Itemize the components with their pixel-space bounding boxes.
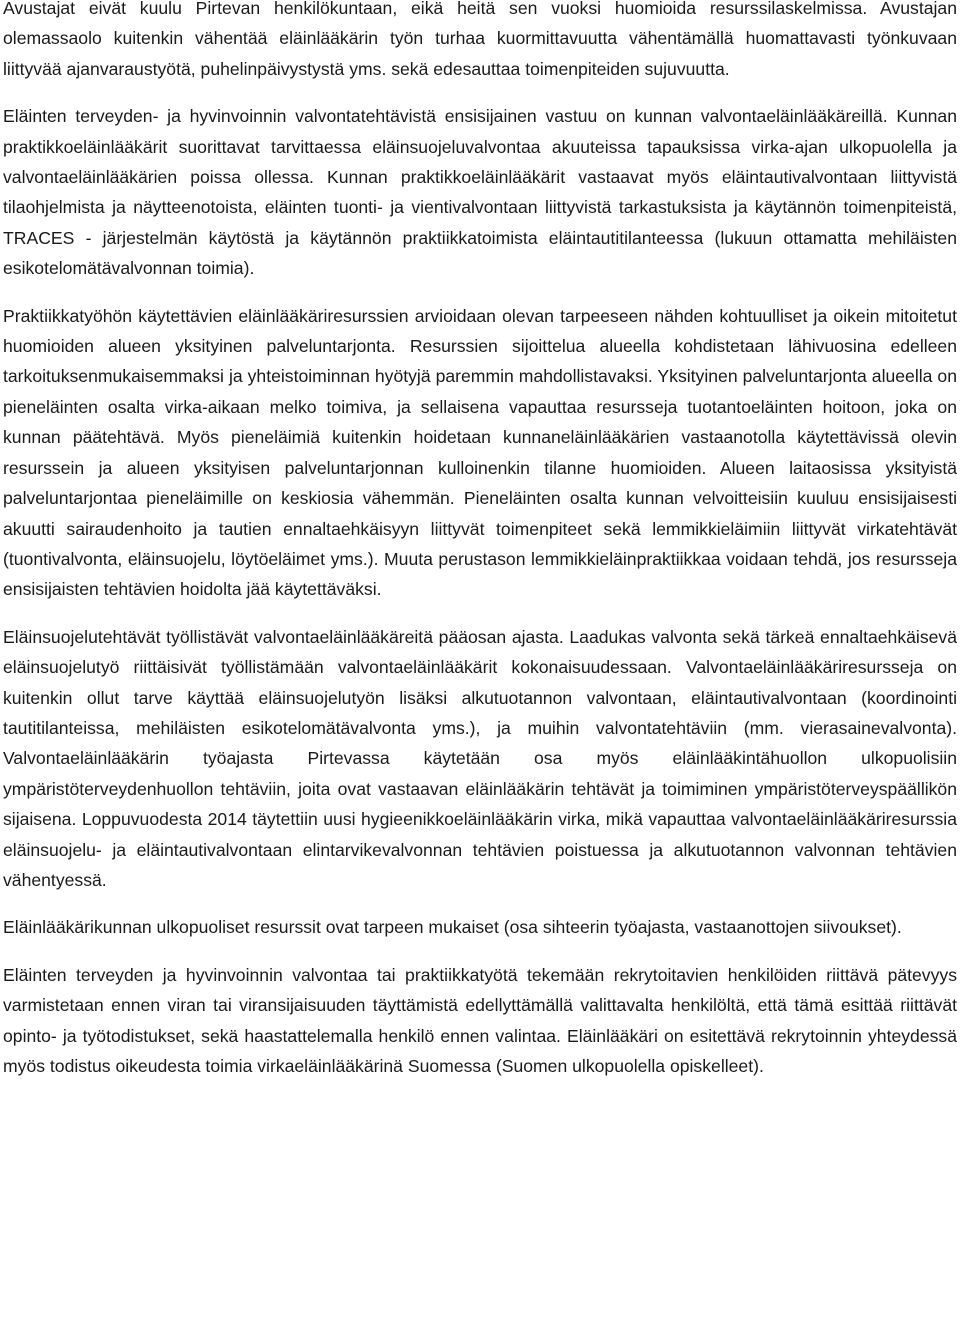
paragraph-supervision-responsibility: Eläinten terveyden- ja hyvinvoinnin valvontatehtävistä ensisijainen vastuu on kunnan valvontaeläinlääkäreillä. Kunnan praktikkoeläinlääkärit suorittavat tarvittaessa eläinsuojeluvalvontaa akuuteissa tapauksissa virka-ajan ulkopuolella ja valvontaeläinlääkärien poissa ollessa. Kunnan praktikkoeläinlääkärit vastaavat myös eläintautivalvontaan liittyvistä tilaohjelmista ja näytteenotoista, eläinten tuonti- ja vientivalvontaan liittyvistä tarkastuksista ja käytännön toimenpiteistä, TRACES - järjestelmän käytöstä ja käytännön praktiikkatoimista eläintautitilanteessa (lukuun ottamatta mehiläisten esikotelomätävalvonnan toimia). <box>3 106 957 279</box>
paragraph-animal-welfare-tasks: Eläinsuojelutehtävät työllistävät valvontaeläinlääkäreitä pääosan ajasta. Laadukas valvonta sekä tärkeä ennaltaehkäisevä eläinsuojelutyö riittäisivät työllistämään valvontaeläinlääkärit kokonaisuudessaan. Valvontaeläinlääkäriresursseja on kuitenkin ollut tarve käyttää eläinsuojelutyön lisäksi alkutuotannon valvontaan, eläintautivalvontaan (koordinointi tautitilanteissa, mehiläisten esikotelomätävalvonta yms.), ja muihin valvontatehtäviin (mm. vierasainevalvonta). Valvontaeläinlääkärin työajasta Pirtevassa käytetään osa myös eläinlääkintähuollon ulkopuolisiin ympäristöterveydenhuollon tehtäviin, joita ovat vastaavan eläinlääkärin tehtävät ja toimiminen ympäristöterveyspäällikön sijaisena. Loppuvuodesta 2014 täytettiin uusi hygieenikkoeläinlääkärin virka, mikä vapauttaa valvontaeläinlääkäriresurssia eläinsuojelu- ja eläintautivalvontaan elintarvikevalvonnan tehtävien poistuessa ja alkutuotannon valvonnan tehtävien vähentyessä. <box>3 626 957 890</box>
paragraph-recruitment: Eläinten terveyden ja hyvinvoinnin valvontaa tai praktiikkatyötä tekemään rekrytoitavien henkilöiden riittävä pätevyys varmistetaan ennen viran tai viransijaisuuden täyttämistä edellyttämällä valittavalta henkilöltä, että tämä esittää riittävät opinto- ja työtodistukset, sekä haastattelemalla henkilö ennen valintaa. Eläinlääkäri on esitettävä rekrytoinnin yhteydessä myös todistus oikeudesta toimia virkaeläinlääkärinä Suomessa (Suomen ulkopuolella opiskelleet). <box>3 964 957 1076</box>
paragraph-practice-resources: Praktiikkatyöhön käytettävien eläinlääkäriresurssien arvioidaan olevan tarpeeseen nähden kohtuulliset ja oikein mitoitetut huomioiden alueen yksityinen palveluntarjonta. Resurssien sijoittelua alueella kohdistetaan lähivuosina edelleen tarkoituksenmukaisemmaksi ja yhteistoiminnan hyötyjä paremmin mahdollistavaksi. Yksityinen palveluntarjonta alueella on pieneläinten osalta virka-aikaan melko toimiva, ja sellaisena vapauttaa resursseja tuotantoeläinten hoitoon, joka on kunnan päätehtävä. Myös pieneläimiä kuitenkin hoidetaan kunnaneläinlääkärien vastaanotolla käytettävissä olevin resurssein ja alueen yksityisen palveluntarjonnan kulloinenkin tilanne huomioiden. Alueen laitaosissa yksityistä palveluntarjontaa pieneläimille on keskiosia vähemmän. Pieneläinten osalta kunnan velvoitteisiin kuuluu ensisijaisesti akuutti sairaudenhoito ja tautien ennaltaehkäisyyn liittyvät toimenpiteet sekä lemmikkieläimiin liittyvät virkatehtävät (tuontivalvonta, eläinsuojelu, löytöeläimet yms.). Muuta perustason lemmikkieläinpraktiikkaa voidaan tehdä, jos resursseja ensisijaisten tehtävien hoidolta jää käytettäväksi. <box>3 305 957 600</box>
paragraph-external-resources: Eläinlääkärikunnan ulkopuoliset resurssit ovat tarpeen mukaiset (osa sihteerin työajasta, vastaanottojen siivoukset). <box>3 917 902 938</box>
document-body <box>3 0 957 1081</box>
paragraph-assistants: Avustajat eivät kuulu Pirtevan henkilökuntaan, eikä heitä sen vuoksi huomioida resurssilaskelmissa. Avustajan olemassaolo kuitenkin vähentää eläinlääkärin työn turhaa kuormittavuutta vähentämällä huomattavasti työnkuvaan liittyvää ajanvaraustyötä, puhelinpäivystystä yms. sekä edesauttaa toimenpiteiden sujuvuutta. <box>3 0 957 79</box>
